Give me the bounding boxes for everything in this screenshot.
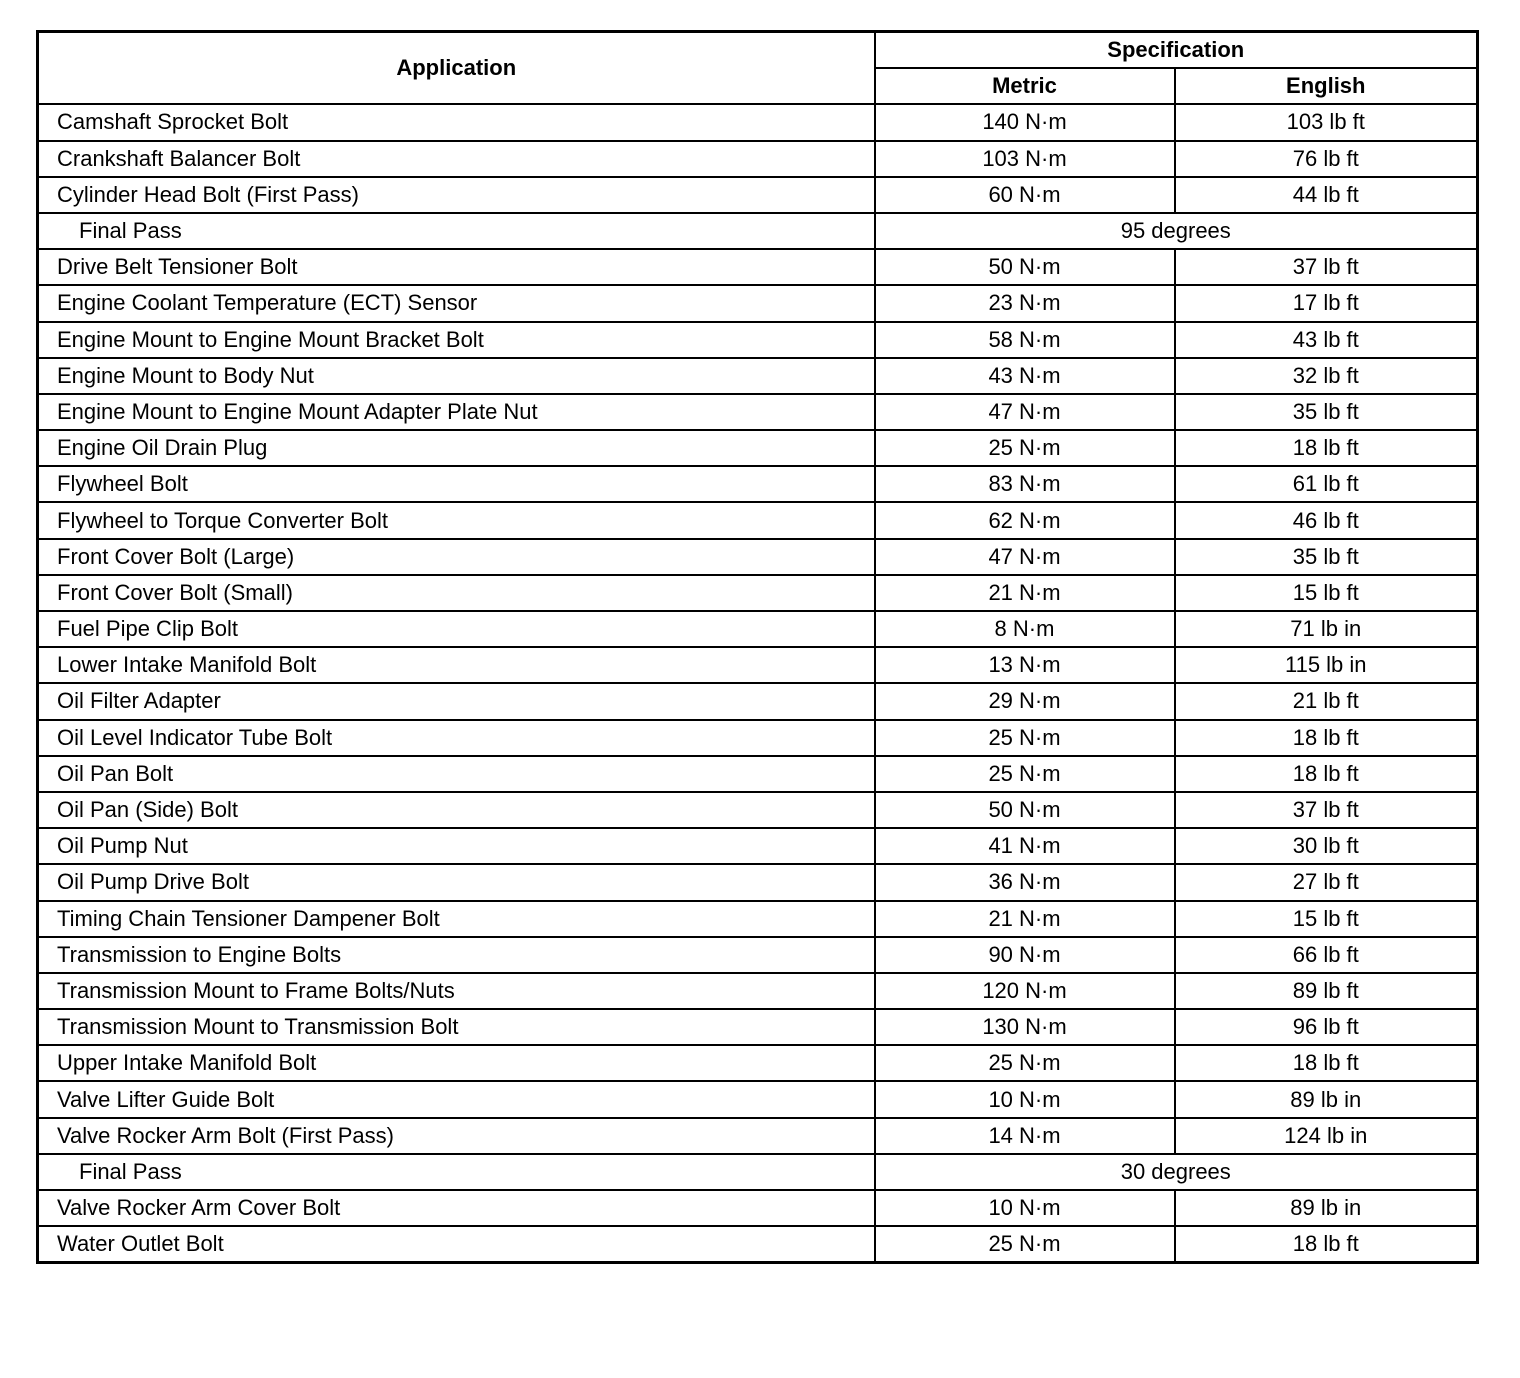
specification-span-cell: 95 degrees — [875, 213, 1478, 249]
application-cell: Water Outlet Bolt — [38, 1226, 875, 1263]
metric-cell: 10 N·m — [875, 1190, 1175, 1226]
table-row — [38, 358, 1478, 394]
table-row — [38, 430, 1478, 466]
application-cell: Flywheel to Torque Converter Bolt — [38, 502, 875, 538]
application-cell: Transmission Mount to Frame Bolts/Nuts — [38, 973, 875, 1009]
specification-span-cell: 30 degrees — [875, 1154, 1478, 1190]
table-header — [38, 32, 1478, 105]
english-cell: 76 lb ft — [1175, 141, 1478, 177]
table-row — [38, 213, 1478, 249]
english-cell: 89 lb in — [1175, 1190, 1478, 1226]
application-cell: Fuel Pipe Clip Bolt — [38, 611, 875, 647]
application-cell: Engine Mount to Engine Mount Bracket Bolt — [38, 322, 875, 358]
application-cell: Oil Pump Nut — [38, 828, 875, 864]
english-cell: 15 lb ft — [1175, 901, 1478, 937]
english-cell: 37 lb ft — [1175, 792, 1478, 828]
table-row — [38, 466, 1478, 502]
table-row — [38, 756, 1478, 792]
english-cell: 115 lb in — [1175, 647, 1478, 683]
metric-cell: 90 N·m — [875, 937, 1175, 973]
metric-cell: 14 N·m — [875, 1118, 1175, 1154]
table-row — [38, 322, 1478, 358]
table-row — [38, 1118, 1478, 1154]
english-cell: 66 lb ft — [1175, 937, 1478, 973]
application-cell: Oil Pan Bolt — [38, 756, 875, 792]
table-row — [38, 828, 1478, 864]
header-english: English — [1175, 68, 1478, 104]
metric-cell: 29 N·m — [875, 683, 1175, 719]
metric-cell: 25 N·m — [875, 430, 1175, 466]
table-row — [38, 864, 1478, 900]
metric-cell: 41 N·m — [875, 828, 1175, 864]
table-row — [38, 141, 1478, 177]
application-cell: Final Pass — [38, 1154, 875, 1190]
metric-cell: 120 N·m — [875, 973, 1175, 1009]
application-cell: Flywheel Bolt — [38, 466, 875, 502]
english-cell: 18 lb ft — [1175, 1045, 1478, 1081]
english-cell: 96 lb ft — [1175, 1009, 1478, 1045]
table-row — [38, 973, 1478, 1009]
metric-cell: 13 N·m — [875, 647, 1175, 683]
application-cell: Oil Pump Drive Bolt — [38, 864, 875, 900]
table-row — [38, 1009, 1478, 1045]
english-cell: 27 lb ft — [1175, 864, 1478, 900]
metric-cell: 21 N·m — [875, 575, 1175, 611]
metric-cell: 23 N·m — [875, 285, 1175, 321]
application-cell: Upper Intake Manifold Bolt — [38, 1045, 875, 1081]
english-cell: 32 lb ft — [1175, 358, 1478, 394]
table-row — [38, 394, 1478, 430]
metric-cell: 36 N·m — [875, 864, 1175, 900]
metric-cell: 83 N·m — [875, 466, 1175, 502]
table-row — [38, 575, 1478, 611]
table-row — [38, 285, 1478, 321]
english-cell: 30 lb ft — [1175, 828, 1478, 864]
table-row — [38, 1154, 1478, 1190]
metric-cell: 47 N·m — [875, 539, 1175, 575]
table-row — [38, 177, 1478, 213]
table-row — [38, 1190, 1478, 1226]
application-cell: Transmission Mount to Transmission Bolt — [38, 1009, 875, 1045]
metric-cell: 8 N·m — [875, 611, 1175, 647]
english-cell: 46 lb ft — [1175, 502, 1478, 538]
english-cell: 103 lb ft — [1175, 104, 1478, 140]
application-cell: Lower Intake Manifold Bolt — [38, 647, 875, 683]
application-cell: Timing Chain Tensioner Dampener Bolt — [38, 901, 875, 937]
application-cell: Front Cover Bolt (Small) — [38, 575, 875, 611]
application-cell: Oil Level Indicator Tube Bolt — [38, 720, 875, 756]
table-row — [38, 792, 1478, 828]
english-cell: 37 lb ft — [1175, 249, 1478, 285]
table-row — [38, 937, 1478, 973]
metric-cell: 60 N·m — [875, 177, 1175, 213]
table-row — [38, 249, 1478, 285]
english-cell: 44 lb ft — [1175, 177, 1478, 213]
metric-cell: 47 N·m — [875, 394, 1175, 430]
application-cell: Front Cover Bolt (Large) — [38, 539, 875, 575]
application-cell: Engine Coolant Temperature (ECT) Sensor — [38, 285, 875, 321]
metric-cell: 50 N·m — [875, 249, 1175, 285]
english-cell: 35 lb ft — [1175, 539, 1478, 575]
table-row — [38, 502, 1478, 538]
metric-cell: 140 N·m — [875, 104, 1175, 140]
table-body — [38, 104, 1478, 1263]
table-row — [38, 1045, 1478, 1081]
english-cell: 71 lb in — [1175, 611, 1478, 647]
english-cell: 124 lb in — [1175, 1118, 1478, 1154]
application-cell: Cylinder Head Bolt (First Pass) — [38, 177, 875, 213]
english-cell: 18 lb ft — [1175, 1226, 1478, 1263]
application-cell: Engine Oil Drain Plug — [38, 430, 875, 466]
torque-spec-table — [36, 30, 1479, 1264]
application-cell: Oil Filter Adapter — [38, 683, 875, 719]
english-cell: 89 lb ft — [1175, 973, 1478, 1009]
table-row — [38, 611, 1478, 647]
english-cell: 18 lb ft — [1175, 720, 1478, 756]
metric-cell: 130 N·m — [875, 1009, 1175, 1045]
header-metric: Metric — [875, 68, 1175, 104]
header-application: Application — [38, 32, 875, 105]
english-cell: 15 lb ft — [1175, 575, 1478, 611]
metric-cell: 43 N·m — [875, 358, 1175, 394]
english-cell: 21 lb ft — [1175, 683, 1478, 719]
metric-cell: 25 N·m — [875, 756, 1175, 792]
application-cell: Drive Belt Tensioner Bolt — [38, 249, 875, 285]
application-cell: Crankshaft Balancer Bolt — [38, 141, 875, 177]
metric-cell: 50 N·m — [875, 792, 1175, 828]
metric-cell: 58 N·m — [875, 322, 1175, 358]
table-row — [38, 1081, 1478, 1117]
metric-cell: 21 N·m — [875, 901, 1175, 937]
metric-cell: 103 N·m — [875, 141, 1175, 177]
application-cell: Transmission to Engine Bolts — [38, 937, 875, 973]
metric-cell: 25 N·m — [875, 1226, 1175, 1263]
application-cell: Oil Pan (Side) Bolt — [38, 792, 875, 828]
table-row — [38, 683, 1478, 719]
metric-cell: 25 N·m — [875, 720, 1175, 756]
table-row — [38, 901, 1478, 937]
english-cell: 17 lb ft — [1175, 285, 1478, 321]
english-cell: 89 lb in — [1175, 1081, 1478, 1117]
application-cell: Valve Rocker Arm Bolt (First Pass) — [38, 1118, 875, 1154]
header-specification: Specification — [875, 32, 1478, 69]
application-cell: Engine Mount to Body Nut — [38, 358, 875, 394]
english-cell: 43 lb ft — [1175, 322, 1478, 358]
metric-cell: 10 N·m — [875, 1081, 1175, 1117]
metric-cell: 25 N·m — [875, 1045, 1175, 1081]
english-cell: 18 lb ft — [1175, 430, 1478, 466]
application-cell: Engine Mount to Engine Mount Adapter Plate Nut — [38, 394, 875, 430]
english-cell: 35 lb ft — [1175, 394, 1478, 430]
metric-cell: 62 N·m — [875, 502, 1175, 538]
application-cell: Camshaft Sprocket Bolt — [38, 104, 875, 140]
english-cell: 18 lb ft — [1175, 756, 1478, 792]
table-row — [38, 647, 1478, 683]
table-row — [38, 539, 1478, 575]
application-cell: Valve Lifter Guide Bolt — [38, 1081, 875, 1117]
table-row — [38, 104, 1478, 140]
application-cell: Valve Rocker Arm Cover Bolt — [38, 1190, 875, 1226]
application-cell: Final Pass — [38, 213, 875, 249]
table-row — [38, 720, 1478, 756]
table-row — [38, 1226, 1478, 1263]
english-cell: 61 lb ft — [1175, 466, 1478, 502]
